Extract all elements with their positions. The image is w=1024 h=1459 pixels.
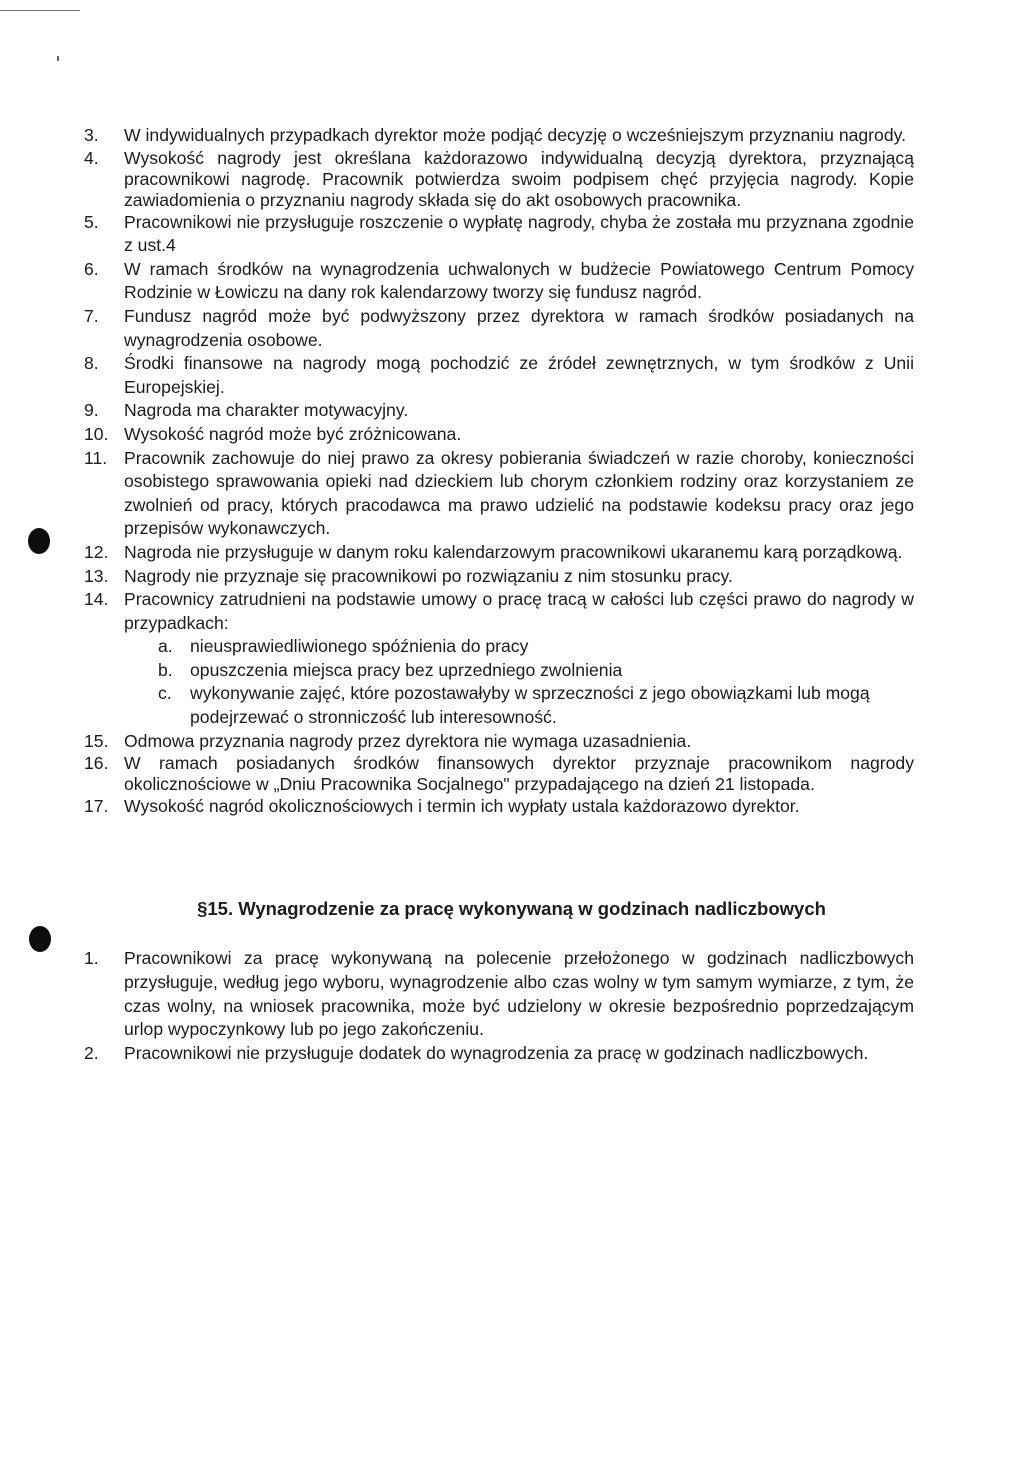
list-item: 1. Pracownikowi za pracę wykonywaną na polecenie przełożonego w godzinach nadliczbowych przysługuje, według jego wyboru, wynagrodzenie albo czas wolny w tym samym wymiarze, z tym, że czas wolny, na wniosek pracownika, może być udzielony w okresie bezpośrednio poprzedzającym urlop wypoczynkowy lub po jego zakończeniu.	[84, 948, 914, 1040]
document-body	[84, 124, 914, 1065]
list-item: 16. W ramach posiadanych środków finansowych dyrektor przyznaje pracownikom nagrody okolicznościowe w „Dniu Pracownika Socjalnego" przypadającego na dzień 21 listopada.	[84, 753, 914, 795]
list-item: 14. Pracownicy zatrudnieni na podstawie umowy o pracę tracą w całości lub części prawo do nagrody w przypadkach: a. nieusprawiedliwionego spóźnienia do pracy b. opuszczenia miejsca pracy bez uprzedniego zwolnienia c. wykonywanie zajęć, które pozostawałyby w sprzeczności z jego obowiązkami lub mogą podejrzewać o stronniczość lub interesowność.	[84, 588, 914, 730]
list-item: 8. Środki finansowe na nagrody mogą pochodzić ze źródeł zewnętrznych, w tym środków z Unii Europejskiej.	[84, 353, 914, 397]
list-item: 9. Nagroda ma charakter motywacyjny.	[84, 400, 409, 421]
list-item: 10. Wysokość nagród może być zróżnicowana.	[84, 423, 462, 444]
sub-list	[124, 635, 914, 729]
list-item: 3. W indywidualnych przypadkach dyrektor może podjąć decyzję o wcześniejszym przyznaniu nagrody.	[84, 125, 906, 145]
punch-hole-upper	[28, 528, 50, 554]
overtime-list	[84, 947, 914, 1065]
section-heading: §15. Wynagrodzenie za pracę wykonywaną w godzinach nadliczbowych	[197, 897, 826, 919]
awards-list	[84, 124, 914, 819]
list-item: 12. Nagroda nie przysługuje w danym roku kalendarzowym pracownikowi ukaranemu karą porządkową.	[84, 541, 903, 562]
scan-speck	[57, 56, 59, 61]
list-item: 15. Odmowa przyznania nagrody przez dyrektora nie wymaga uzasadnienia.	[84, 730, 692, 751]
sub-list-item: c. wykonywanie zajęć, które pozostawałyby w sprzeczności z jego obowiązkami lub mogą podejrzewać o stronniczość lub interesowność.	[158, 683, 870, 728]
list-item: 5. Pracownikowi nie przysługuje roszczenie o wypłatę nagrody, chyba że została mu przyznana zgodnie z ust.4	[84, 211, 914, 256]
list-item: 11. Pracownik zachowuje do niej prawo za okresy pobierania świadczeń w razie choroby, konieczności osobistego sprawowania opieki nad dzieckiem lub chorym członkiem rodziny oraz korzystaniem ze zwolnień od pracy, których pracodawca ma prawo udzielić na podstawie kodeksu pracy oraz jego przepisów wykonawczych.	[84, 447, 914, 539]
list-item: 2. Pracownikowi nie przysługuje dodatek do wynagrodzenia za pracę w godzinach nadliczbowych.	[84, 1042, 869, 1063]
list-item: 17. Wysokość nagród okolicznościowych i termin ich wypłaty ustala każdorazowo dyrektor.	[84, 796, 800, 817]
list-item: 4. Wysokość nagrody jest określana każdorazowo indywidualną decyzją dyrektora, przyznającą pracownikowi nagrodę. Pracownik potwierdza swoim podpisem chęć przyjęcia nagrody. Kopie zawiadomienia o przyznaniu nagrody składa się do akt osobowych pracownika.	[84, 147, 914, 210]
sub-list-item: a. nieusprawiedliwionego spóźnienia do pracy	[158, 636, 529, 657]
list-item: 13. Nagrody nie przyznaje się pracownikowi po rozwiązaniu z nim stosunku pracy.	[84, 565, 733, 586]
sub-list-item: b. opuszczenia miejsca pracy bez uprzedniego zwolnienia	[158, 659, 623, 680]
punch-hole-lower	[29, 926, 51, 952]
list-item: 6. W ramach środków na wynagrodzenia uchwalonych w budżecie Powiatowego Centrum Pomocy Rodzinie w Łowiczu na dany rok kalendarzowy tworzy się fundusz nagród.	[84, 258, 914, 303]
list-item: 7. Fundusz nagród może być podwyższony przez dyrektora w ramach środków posiadanych na wynagrodzenia osobowe.	[84, 305, 914, 350]
scan-top-rule	[0, 10, 80, 11]
